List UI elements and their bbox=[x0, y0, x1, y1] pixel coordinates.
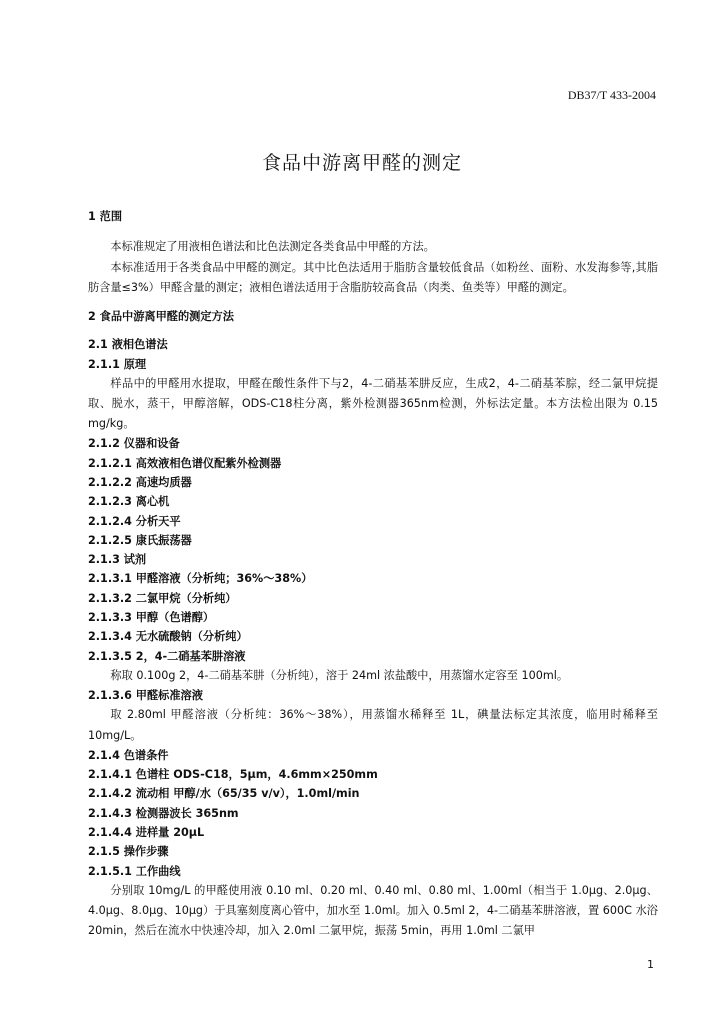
list-item: 2.1.3.4 无水硫酸钠（分析纯） bbox=[88, 630, 248, 644]
list-item: 2.1.3.6 甲醛标准溶液 bbox=[88, 689, 203, 703]
paragraph: 本标准规定了用液相色谱法和比色法测定各类食品中甲醛的方法。 bbox=[110, 240, 435, 254]
subsection-heading: 2.1.5 操作步骤 bbox=[88, 845, 169, 859]
paragraph: 样品中的甲醛用水提取，甲醛在酸性条件下与2，4-二硝基苯肼反应，生成2，4-二硝基苯腙，经二氯甲烷提取、脱水，蒸干，甲醇溶解，ODS-C18柱分离，紫外检测器365nm检测，外标法定量。本方法检出限为 0.15 mg/kg。 bbox=[88, 376, 658, 431]
list-item: 2.1.3.3 甲醇（色谱醇） bbox=[88, 611, 215, 625]
list-item: 2.1.2.5 康氏振荡器 bbox=[88, 533, 192, 547]
list-item: 2.1.2.4 分析天平 bbox=[88, 514, 181, 528]
paragraph: 分别取 10mg/L 的甲醛使用液 0.10 ml、0.20 ml、0.40 ml、0.80 ml、1.00ml（相当于 1.0μg、2.0μg、4.0μg、8.0μg、10μg）于具塞刻度离心管中，加水至 1.0ml。加入 0.5ml 2，4-二硝基苯肼溶液，置 600C 水浴 20min，然后在流水中快速冷却，加入 2.0ml 二氯甲烷，振荡 5min，再用 1.0ml 二氯甲 bbox=[88, 883, 658, 938]
list-item: 2.1.4.3 检测器波长 365nm bbox=[88, 806, 239, 820]
list-item: 2.1.4.2 流动相 甲醇/水（65/35 v/v），1.0ml/min bbox=[88, 787, 360, 801]
list-item: 2.1.3.2 二氯甲烷（分析纯） bbox=[88, 591, 237, 605]
paragraph: 取 2.80ml 甲醛溶液（分析纯：36%～38%），用蒸馏水稀释至 1L，碘量法标定其浓度，临用时稀释至 10mg/L。 bbox=[88, 708, 658, 742]
list-item: 2.1.3.5 2，4-二硝基苯肼溶液 bbox=[88, 649, 246, 663]
subsection-heading: 2.1.1 原理 bbox=[88, 357, 147, 371]
list-item: 2.1.2.3 离心机 bbox=[88, 495, 170, 509]
standard-code: DB37/T 433-2004 bbox=[567, 88, 656, 102]
list-item: 2.1.3.1 甲醛溶液（分析纯；36%～38%） bbox=[88, 572, 313, 586]
paragraph: 本标准适用于各类食品中甲醛的测定。其中比色法适用于脂肪含量较低食品（如粉丝、面粉、水发海参等,其脂肪含量≤3%）甲醛含量的测定；液相色谱法适用于含脂肪较高食品（肉类、鱼类等）甲醛的测定。 bbox=[88, 260, 658, 294]
list-item: 2.1.5.1 工作曲线 bbox=[88, 864, 181, 878]
subsection-heading: 2.1 液相色谱法 bbox=[88, 338, 168, 352]
document-body bbox=[88, 207, 658, 942]
list-item: 2.1.2.2 高速均质器 bbox=[88, 476, 192, 489]
section-heading: 1 范围 bbox=[88, 210, 123, 223]
document-title: 食品中游离甲醛的测定 bbox=[261, 152, 462, 174]
section-heading: 2 食品中游离甲醛的测定方法 bbox=[88, 309, 234, 323]
page-number: 1 bbox=[647, 958, 654, 971]
list-item: 2.1.4.4 进样量 20μL bbox=[88, 826, 205, 840]
list-item: 2.1.2.1 高效液相色谱仪配紫外检测器 bbox=[88, 456, 282, 470]
paragraph: 称取 0.100g 2，4-二硝基苯肼（分析纯），溶于 24ml 浓盐酸中，用蒸馏水定容至 100ml。 bbox=[110, 668, 569, 682]
subsection-heading: 2.1.2 仪器和设备 bbox=[88, 437, 180, 451]
subsection-heading: 2.1.4 色谱条件 bbox=[88, 748, 169, 762]
list-item: 2.1.4.1 色谱柱 ODS-C18，5μm，4.6mm×250mm bbox=[88, 768, 378, 782]
subsection-heading: 2.1.3 试剂 bbox=[88, 553, 147, 567]
